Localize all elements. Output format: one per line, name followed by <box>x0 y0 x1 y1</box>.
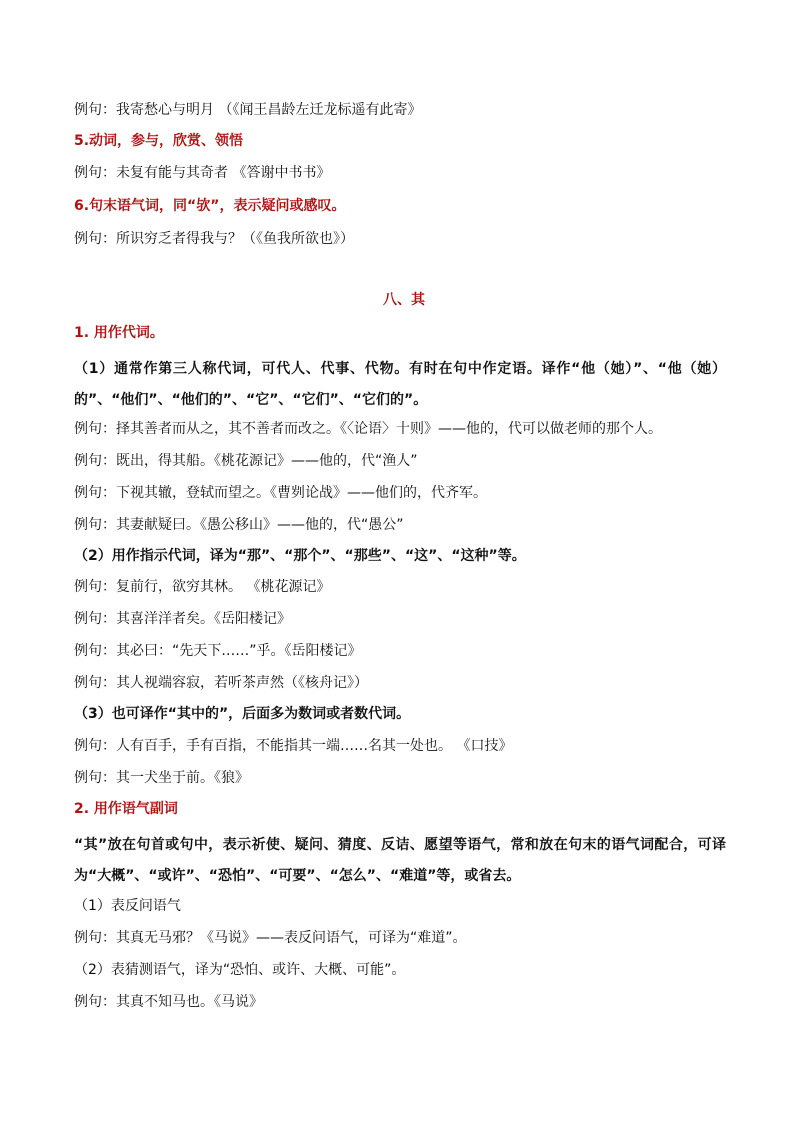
example-sentence: 例句：其人视端容寂，若听茶声然（《核舟记》） <box>74 675 368 691</box>
usage-paragraph: “其”放在句首或句中，表示祈使、疑问、猜度、反诘、愿望等语气，常和放在句末的语气词配合，可译为“大概”、“或许”、“恐怕”、“可要”、“怎么”、“难道”等，或省去。 <box>74 837 726 884</box>
usage-subheading: （3）也可译作“其中的”，后面多为数词或者数代词。 <box>74 706 411 722</box>
example-sentence: 例句：复前行，欲穷其林。 《桃花源记》 <box>74 579 331 595</box>
example-sentence: 例句：其真不知马也。《马说》 <box>74 994 263 1010</box>
usage-subheading: （1）表反问语气 <box>74 898 181 914</box>
example-sentence: 例句：其喜洋洋者矣。《岳阳楼记》 <box>74 611 291 627</box>
usage-heading: 2. 用作语气副词 <box>74 801 178 817</box>
example-sentence: 例句：我寄愁心与明月 （《闻王昌龄左迁龙标遥有此寄》 <box>74 102 422 118</box>
example-sentence: 例句：既出，得其船。《桃花源记》——他的，代“渔人” <box>74 453 418 469</box>
usage-subheading: （2）表猜测语气，译为“恐怕、或许、大概、可能”。 <box>74 962 406 978</box>
example-sentence: 例句：人有百手，手有百指，不能指其一端……名其一处也。 《口技》 <box>74 738 513 754</box>
usage-heading: 1. 用作代词。 <box>74 325 164 341</box>
meaning-heading: 5.动词，参与，欣赏、领悟 <box>74 133 244 149</box>
example-sentence: 例句：所识穷乏者得我与？（《鱼我所欲也》） <box>74 231 354 247</box>
example-sentence: 例句：未复有能与其奇者 《答谢中书书》 <box>74 165 331 181</box>
example-sentence: 例句：择其善者而从之，其不善者而改之。《〈论语〉十则》——他的，代可以做老师的那个人。 <box>74 421 662 437</box>
example-sentence: 例句：其必曰：“先天下……”乎。《岳阳楼记》 <box>74 643 362 659</box>
usage-subheading: （1）通常作第三人称代词，可代人、代事、代物。有时在句中作定语。译作“他（她）”、“他（她）的”、“他们”、“他们的”、“它”、“它们”、“它们的”。 <box>74 361 726 408</box>
example-sentence: 例句：下视其辙，登轼而望之。《曹刿论战》——他们的，代齐军。 <box>74 485 487 501</box>
example-sentence: 例句：其真无马邪？《马说》——表反问语气，可译为“难道”。 <box>74 930 467 946</box>
section-title: 八、其 <box>383 292 425 308</box>
example-sentence: 例句：其一犬坐于前。《狼》 <box>74 770 249 786</box>
usage-subheading: （2）用作指示代词，译为“那”、“那个”、“那些”、“这”、“这种”等。 <box>74 548 526 564</box>
example-sentence: 例句：其妻献疑曰。《愚公移山》——他的，代“愚公” <box>74 517 404 533</box>
meaning-heading: 6.句末语气词，同“欤”，表示疑问或感叹。 <box>74 198 346 214</box>
